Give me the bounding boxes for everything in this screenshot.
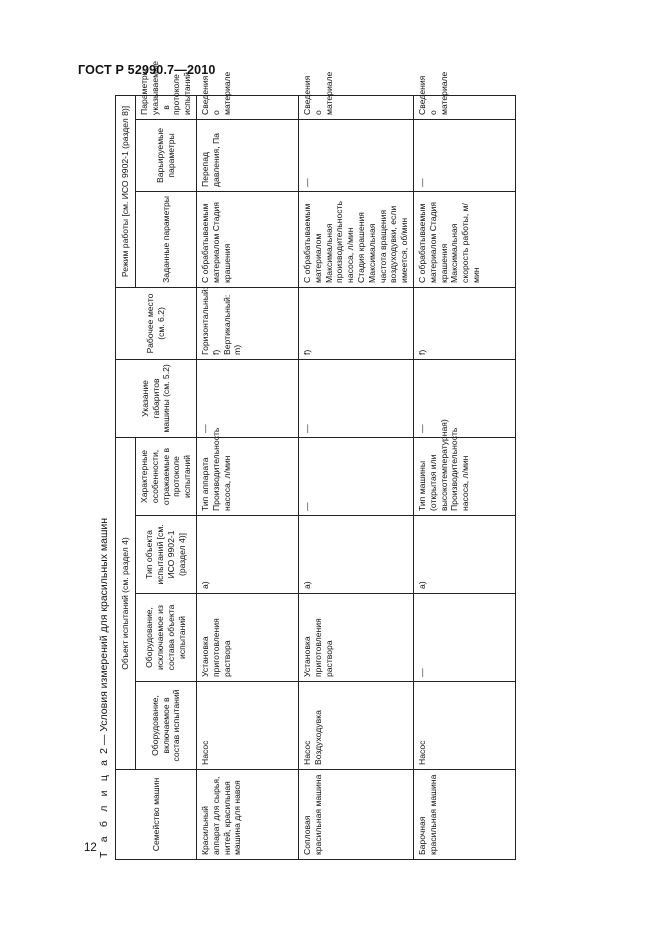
- cell-set-params: С обрабатываемым материалом Стадия крашения: [196, 191, 298, 287]
- cell-included: Насос Воздуходувка: [298, 682, 413, 770]
- cell-family: Барочная красильная машина: [413, 770, 515, 860]
- cell-dimensions: —: [196, 359, 298, 437]
- cell-set-params: С обрабатываемым материалом Максимальная производительность насоса, л/мин Стадия крашения Максимальная частота вращения воздуходувки, если имеется, об/мин: [298, 191, 413, 287]
- column-header-workplace: Рабочее место (см. 6.2): [116, 287, 197, 359]
- cell-object-type: a): [413, 516, 515, 594]
- cell-features: Тип машины (открытая или высокотемпературная) Производительность насоса, л/мин: [413, 437, 515, 515]
- column-header-features: Характерные особенности, отражаемые в протоколе испытаний: [136, 437, 197, 515]
- cell-set-params: С обрабатываемым материалом Стадия крашения Максимальная скорость работы, м/мин: [413, 191, 515, 287]
- column-header-object-type: Тип объекта испытаний [см. ИСО 9902-1 (раздел 4)]: [136, 516, 197, 594]
- cell-report-params: Сведения о материале: [413, 95, 515, 119]
- column-header-family: Семейство машин: [116, 770, 197, 860]
- cell-features: —: [298, 437, 413, 515]
- cell-varied-params: —: [298, 119, 413, 191]
- table-row: [196, 95, 298, 859]
- table-group-header-row: [116, 95, 136, 859]
- cell-dimensions: —: [413, 359, 515, 437]
- cell-included: Насос: [413, 682, 515, 770]
- cell-excluded: —: [413, 594, 515, 682]
- cell-object-type: a): [196, 516, 298, 594]
- cell-included: Насос: [196, 682, 298, 770]
- cell-excluded: Установка приготовления раствора: [298, 594, 413, 682]
- document-header: ГОСТ Р 52990.7—2010: [78, 63, 216, 77]
- group-header-mode: Режим работы [см. ИСО 9902-1 (раздел 8)]: [116, 95, 136, 287]
- group-header-object: Объект испытаний (см. раздел 4): [116, 437, 136, 769]
- table-row: [413, 95, 515, 859]
- table-caption-label: Т а б л и ц а: [98, 756, 110, 858]
- table-caption-number: 2: [98, 748, 110, 754]
- column-header-varied-params: Варьируемые параметры: [136, 119, 197, 191]
- cell-family: Сопловая красильная машина: [298, 770, 413, 860]
- column-header-set-params: Заданные параметры: [136, 191, 197, 287]
- column-header-dimensions: Указание габаритов машины (см. 5.2): [116, 359, 197, 437]
- cell-workplace: f): [298, 287, 413, 359]
- table-row: [298, 95, 413, 859]
- table-caption-title: — Условия измерений для красильных машин: [98, 517, 110, 746]
- column-header-included: Оборудование, включаемое в состав испытаний: [136, 682, 197, 770]
- cell-features: Тип аппарата Производительность насоса, л/мин: [196, 437, 298, 515]
- cell-report-params: Сведения о материале: [196, 95, 298, 119]
- page-number: 12: [84, 842, 97, 854]
- column-header-report-params: Параметры, указываемые в протоколе испытаний: [136, 95, 197, 119]
- cell-excluded: Установка приготовления раствора: [196, 594, 298, 682]
- cell-dimensions: —: [298, 359, 413, 437]
- cell-object-type: a): [298, 516, 413, 594]
- cell-report-params: Сведения о материале: [298, 95, 413, 119]
- cell-family: Красильный аппарат для сырья, нитей, красильная машина для навоя: [196, 770, 298, 860]
- table-column-header-row: [136, 95, 197, 859]
- cell-varied-params: Перепад давления, Па: [196, 119, 298, 191]
- cell-varied-params: —: [413, 119, 515, 191]
- cell-workplace: f): [413, 287, 515, 359]
- column-header-excluded: Оборудование, исключаемое из состава объекта испытаний: [136, 594, 197, 682]
- table-caption: [96, 518, 112, 858]
- cell-workplace: Горизонтальный: f) Вертикальный: m): [196, 287, 298, 359]
